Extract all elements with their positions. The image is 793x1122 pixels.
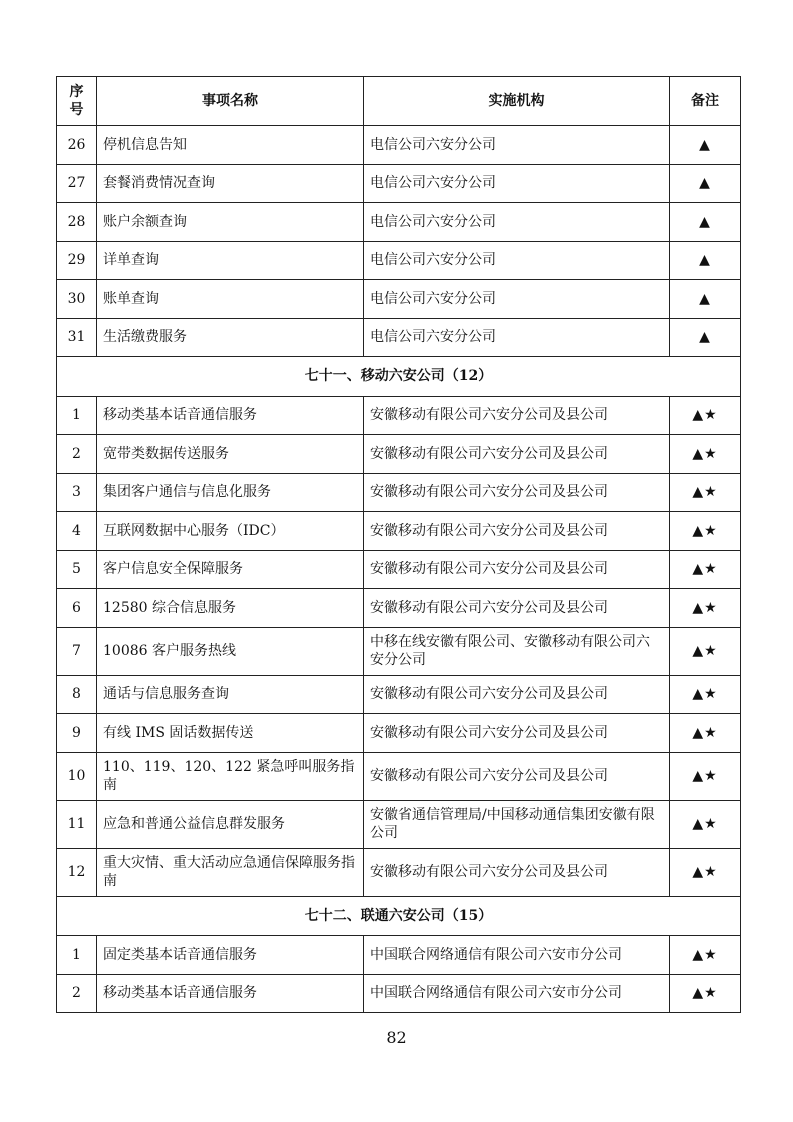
cell-org: 安徽移动有限公司六安分公司及县公司 xyxy=(364,550,670,589)
cell-org: 安徽移动有限公司六安分公司及县公司 xyxy=(364,752,670,800)
cell-no: 12 xyxy=(57,848,97,896)
cell-note: ▲★ xyxy=(670,473,741,512)
cell-name: 宽带类数据传送服务 xyxy=(97,435,364,474)
table-header xyxy=(57,77,741,126)
cell-no: 31 xyxy=(57,318,97,357)
cell-note: ▲ xyxy=(670,280,741,319)
cell-no: 26 xyxy=(57,126,97,165)
cell-org: 电信公司六安分公司 xyxy=(364,241,670,280)
table-row xyxy=(57,126,741,165)
cell-org: 安徽移动有限公司六安分公司及县公司 xyxy=(364,512,670,551)
table-row xyxy=(57,714,741,753)
cell-no: 28 xyxy=(57,203,97,242)
cell-name: 10086 客户服务热线 xyxy=(97,627,364,675)
cell-name: 详单查询 xyxy=(97,241,364,280)
cell-note: ▲★ xyxy=(670,589,741,628)
cell-org: 电信公司六安分公司 xyxy=(364,126,670,165)
cell-org: 电信公司六安分公司 xyxy=(364,203,670,242)
cell-name: 套餐消费情况查询 xyxy=(97,164,364,203)
cell-note: ▲ xyxy=(670,126,741,165)
table-row xyxy=(57,396,741,435)
cell-org: 中移在线安徽有限公司、安徽移动有限公司六安分公司 xyxy=(364,627,670,675)
cell-note: ▲★ xyxy=(670,627,741,675)
cell-note: ▲★ xyxy=(670,396,741,435)
cell-name: 停机信息告知 xyxy=(97,126,364,165)
table-row xyxy=(57,203,741,242)
cell-org: 中国联合网络通信有限公司六安市分公司 xyxy=(364,936,670,975)
cell-org: 安徽移动有限公司六安分公司及县公司 xyxy=(364,675,670,714)
cell-name: 12580 综合信息服务 xyxy=(97,589,364,628)
section-row xyxy=(57,357,741,397)
table-body xyxy=(57,126,741,1013)
cell-no: 27 xyxy=(57,164,97,203)
cell-no: 8 xyxy=(57,675,97,714)
services-table xyxy=(56,76,741,1013)
cell-org: 安徽移动有限公司六安分公司及县公司 xyxy=(364,435,670,474)
cell-note: ▲★ xyxy=(670,512,741,551)
cell-note: ▲★ xyxy=(670,550,741,589)
cell-note: ▲★ xyxy=(670,848,741,896)
cell-org: 电信公司六安分公司 xyxy=(364,164,670,203)
table-row xyxy=(57,800,741,848)
cell-note: ▲ xyxy=(670,203,741,242)
section-title: 七十一、移动六安公司（12） xyxy=(57,357,741,397)
cell-org: 安徽移动有限公司六安分公司及县公司 xyxy=(364,473,670,512)
table-row xyxy=(57,280,741,319)
cell-no: 4 xyxy=(57,512,97,551)
cell-name: 移动类基本话音通信服务 xyxy=(97,396,364,435)
cell-no: 1 xyxy=(57,936,97,975)
header-no: 序号 xyxy=(57,77,97,126)
cell-note: ▲★ xyxy=(670,936,741,975)
section-row xyxy=(57,896,741,936)
cell-note: ▲★ xyxy=(670,752,741,800)
table-row xyxy=(57,589,741,628)
cell-org: 安徽省通信管理局/中国移动通信集团安徽有限公司 xyxy=(364,800,670,848)
table-row xyxy=(57,512,741,551)
table-row xyxy=(57,473,741,512)
table-row xyxy=(57,675,741,714)
section-title: 七十二、联通六安公司（15） xyxy=(57,896,741,936)
cell-name: 客户信息安全保障服务 xyxy=(97,550,364,589)
cell-no: 3 xyxy=(57,473,97,512)
cell-no: 30 xyxy=(57,280,97,319)
table-row xyxy=(57,936,741,975)
table-row xyxy=(57,435,741,474)
cell-org: 中国联合网络通信有限公司六安市分公司 xyxy=(364,974,670,1013)
table-row xyxy=(57,848,741,896)
cell-name: 固定类基本话音通信服务 xyxy=(97,936,364,975)
header-note: 备注 xyxy=(670,77,741,126)
table-row xyxy=(57,164,741,203)
cell-no: 7 xyxy=(57,627,97,675)
cell-note: ▲★ xyxy=(670,974,741,1013)
page-number: 82 xyxy=(386,1028,407,1047)
header-name: 事项名称 xyxy=(97,77,364,126)
table-row xyxy=(57,318,741,357)
table-row xyxy=(57,974,741,1013)
cell-org: 安徽移动有限公司六安分公司及县公司 xyxy=(364,589,670,628)
cell-no: 2 xyxy=(57,435,97,474)
cell-no: 1 xyxy=(57,396,97,435)
table-row xyxy=(57,752,741,800)
table-row xyxy=(57,241,741,280)
cell-no: 9 xyxy=(57,714,97,753)
cell-note: ▲ xyxy=(670,164,741,203)
cell-no: 6 xyxy=(57,589,97,628)
cell-no: 29 xyxy=(57,241,97,280)
cell-name: 账单查询 xyxy=(97,280,364,319)
cell-note: ▲★ xyxy=(670,435,741,474)
cell-name: 110、119、120、122 紧急呼叫服务指南 xyxy=(97,752,364,800)
cell-name: 重大灾情、重大活动应急通信保障服务指南 xyxy=(97,848,364,896)
table-row xyxy=(57,627,741,675)
table-row xyxy=(57,550,741,589)
cell-org: 安徽移动有限公司六安分公司及县公司 xyxy=(364,848,670,896)
cell-note: ▲★ xyxy=(670,800,741,848)
cell-no: 10 xyxy=(57,752,97,800)
cell-note: ▲★ xyxy=(670,675,741,714)
cell-name: 移动类基本话音通信服务 xyxy=(97,974,364,1013)
cell-org: 安徽移动有限公司六安分公司及县公司 xyxy=(364,714,670,753)
cell-name: 互联网数据中心服务（IDC） xyxy=(97,512,364,551)
cell-note: ▲ xyxy=(670,241,741,280)
cell-org: 电信公司六安分公司 xyxy=(364,318,670,357)
cell-name: 通话与信息服务查询 xyxy=(97,675,364,714)
cell-no: 2 xyxy=(57,974,97,1013)
cell-name: 应急和普通公益信息群发服务 xyxy=(97,800,364,848)
cell-name: 账户余额查询 xyxy=(97,203,364,242)
cell-org: 安徽移动有限公司六安分公司及县公司 xyxy=(364,396,670,435)
cell-no: 5 xyxy=(57,550,97,589)
header-row xyxy=(57,77,741,126)
cell-name: 有线 IMS 固话数据传送 xyxy=(97,714,364,753)
cell-no: 11 xyxy=(57,800,97,848)
cell-note: ▲★ xyxy=(670,714,741,753)
cell-name: 集团客户通信与信息化服务 xyxy=(97,473,364,512)
header-org: 实施机构 xyxy=(364,77,670,126)
cell-note: ▲ xyxy=(670,318,741,357)
cell-name: 生活缴费服务 xyxy=(97,318,364,357)
cell-org: 电信公司六安分公司 xyxy=(364,280,670,319)
